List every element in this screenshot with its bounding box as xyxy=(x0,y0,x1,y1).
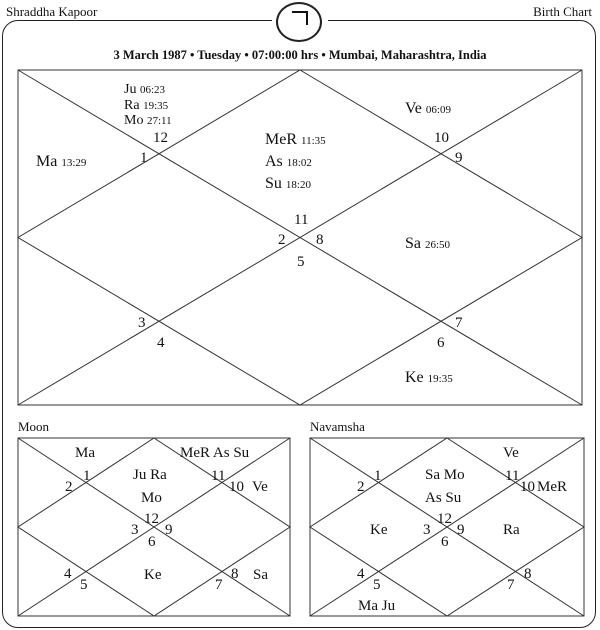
house-1: 1 xyxy=(140,150,148,166)
planet-mer: MeR 11:35 xyxy=(265,131,326,148)
moon-planets-right-bottom: Sa xyxy=(253,567,268,583)
moon-chart-label: Moon xyxy=(18,419,50,434)
navamsha-house-3: 3 xyxy=(423,522,431,538)
navamsha-planets-left-mid: Ke xyxy=(370,522,388,538)
moon-planets-bottom-center: Ke xyxy=(144,567,162,583)
navamsha-chart-label: Navamsha xyxy=(310,419,365,434)
birth-info: 3 March 1987 • Tuesday • 07:00:00 hrs • Mumbai, Maharashtra, India xyxy=(113,48,487,62)
planet-as: As 18:02 xyxy=(265,153,312,170)
navamsha-planets-right-mid: Ra xyxy=(503,522,520,538)
chart-title: Birth Chart xyxy=(533,4,592,19)
moon-house-12: 12 xyxy=(144,511,159,527)
planet-ra: Ra 19:35 xyxy=(124,98,169,113)
navamsha-planets-top-right: Ve xyxy=(503,445,519,461)
house-8: 8 xyxy=(316,232,324,248)
house-5: 5 xyxy=(297,254,305,270)
moon-house-7: 7 xyxy=(215,577,223,593)
house-10: 10 xyxy=(434,130,449,146)
navamsha-house-10: 10 xyxy=(520,479,535,495)
navamsha-planets-center-2: As Su xyxy=(425,490,462,506)
native-name: Shraddha Kapoor xyxy=(6,4,98,19)
planet-ma: Ma 13:29 xyxy=(36,153,87,170)
moon-house-2: 2 xyxy=(65,479,73,495)
planet-mo: Mo 27:11 xyxy=(124,113,172,128)
house-11: 11 xyxy=(294,212,309,228)
planet-ke: Ke 19:35 xyxy=(405,369,453,386)
moon-planets-top-left: Ma xyxy=(75,445,95,461)
navamsha-planets-center: Sa Mo xyxy=(425,467,465,483)
planet-sa: Sa 26:50 xyxy=(405,235,451,252)
moon-house-3: 3 xyxy=(131,522,139,538)
moon-house-4: 4 xyxy=(64,566,72,582)
navamsha-house-11: 11 xyxy=(505,468,520,484)
house-4: 4 xyxy=(157,335,165,351)
moon-house-1: 1 xyxy=(83,468,91,484)
moon-house-8: 8 xyxy=(231,566,239,582)
navamsha-planets-bottom-left: Ma Ju xyxy=(358,598,396,614)
navamsha-house-1: 1 xyxy=(374,468,382,484)
navamsha-house-4: 4 xyxy=(357,566,365,582)
moon-house-9: 9 xyxy=(165,522,173,538)
house-12: 12 xyxy=(153,130,168,146)
house-3: 3 xyxy=(138,315,146,331)
moon-house-10: 10 xyxy=(229,479,244,495)
moon-planets-center: Ju Ra xyxy=(133,467,167,483)
moon-house-11: 11 xyxy=(211,468,226,484)
moon-planets-center-2: Mo xyxy=(141,490,162,506)
navamsha-house-5: 5 xyxy=(373,577,381,593)
moon-house-6: 6 xyxy=(148,534,156,550)
moon-planets-right-top: Ve xyxy=(252,479,268,495)
planet-ju: Ju 06:23 xyxy=(124,82,166,97)
navamsha-planets-right-top: MeR xyxy=(537,479,567,495)
moon-planets-top-right: MeR As Su xyxy=(180,445,250,461)
planet-su: Su 18:20 xyxy=(265,175,311,192)
moon-house-5: 5 xyxy=(80,577,88,593)
navamsha-house-12: 12 xyxy=(437,511,452,527)
navamsha-house-2: 2 xyxy=(357,479,365,495)
planet-ve: Ve 06:09 xyxy=(405,100,451,117)
house-9: 9 xyxy=(455,150,463,166)
navamsha-house-6: 6 xyxy=(441,534,449,550)
house-6: 6 xyxy=(437,335,445,351)
navamsha-house-7: 7 xyxy=(507,577,515,593)
navamsha-house-9: 9 xyxy=(457,522,465,538)
navamsha-house-8: 8 xyxy=(524,566,532,582)
house-2: 2 xyxy=(278,232,286,248)
house-7: 7 xyxy=(455,315,463,331)
